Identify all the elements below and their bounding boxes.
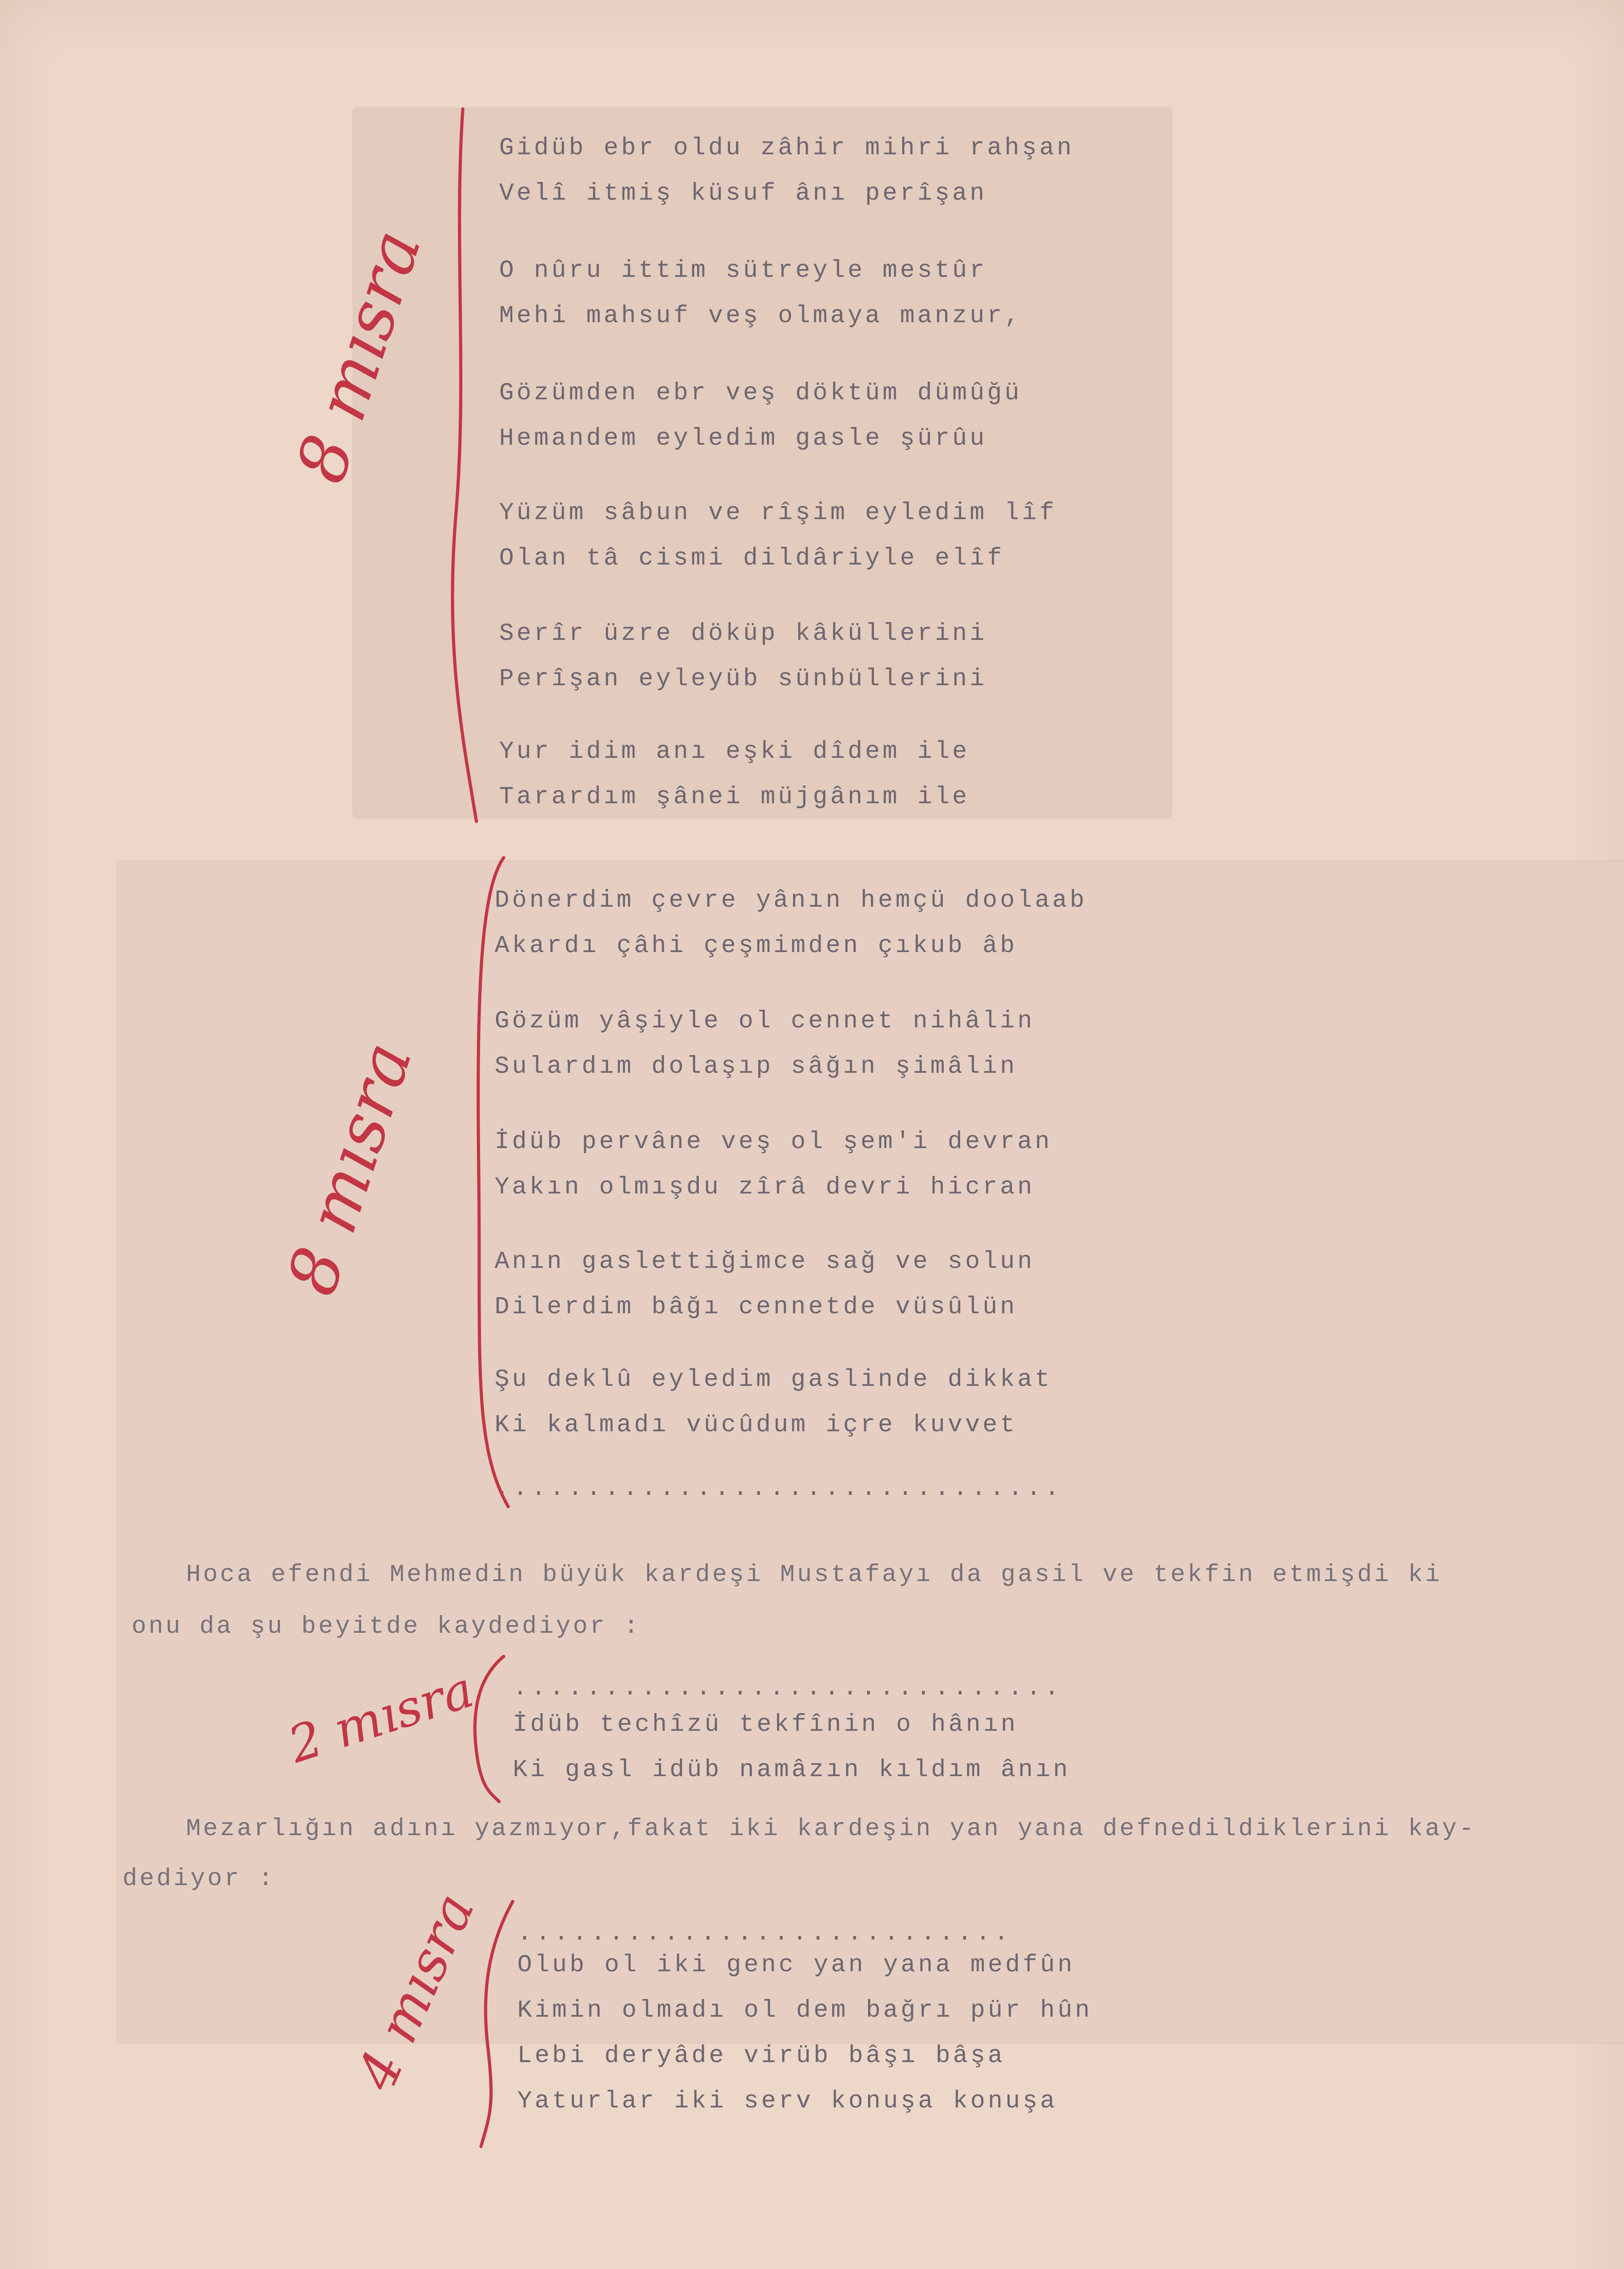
- verse-line: Yur idim anı eşki dîdem ile: [499, 738, 970, 766]
- verse-line: Kimin olmadı ol dem bağrı pür hûn: [517, 1997, 1093, 2024]
- prose-line: dediyor :: [123, 1865, 275, 1893]
- verse-line: İdüb techîzü tekfînin o hânın: [513, 1711, 1018, 1739]
- margin-annotation-4: 4 mısra: [345, 1884, 487, 2100]
- verse-line: Akardı çâhi çeşmimden çıkub âb: [495, 932, 1018, 960]
- verse-line: O nûru ittim sütreyle mestûr: [499, 257, 987, 285]
- ellipsis-line: ...............................: [495, 1475, 1063, 1503]
- red-bracket-3: [463, 1652, 517, 1806]
- red-bracket-1: [436, 104, 490, 830]
- verse-line: Lebi deryâde virüb bâşı bâşa: [517, 2042, 1006, 2070]
- margin-annotation-3: 2 mısra: [281, 1660, 481, 1774]
- verse-line: Gözüm yâşiyle ol cennet nihâlin: [495, 1007, 1035, 1035]
- prose-line: Mezarlığın adını yazmıyor,fakat iki kardeşin yan yana defnedildiklerini kay-: [186, 1815, 1476, 1843]
- verse-line: İdüb pervâne veş ol şem'i devran: [495, 1128, 1052, 1156]
- verse-line: Dilerdim bâğı cennetde vüsûlün: [495, 1293, 1018, 1321]
- verse-line: Gidüb ebr oldu zâhir mihri rahşan: [499, 134, 1074, 162]
- ellipsis-line: ...........................: [517, 1920, 1012, 1947]
- margin-annotation-2: 8 mısra: [272, 1033, 428, 1304]
- verse-line: Gözümden ebr veş döktüm dümûğü: [499, 379, 1022, 407]
- verse-line: Perîşan eyleyüb sünbüllerini: [499, 665, 987, 693]
- verse-line: Anın gaslettiğimce sağ ve solun: [495, 1248, 1035, 1276]
- pasted-strip-middle: [118, 862, 1624, 2042]
- verse-line: Ki gasl idüb namâzın kıldım ânın: [513, 1756, 1070, 1784]
- prose-line: Hoca efendi Mehmedin büyük kardeşi Mustafayı da gasil ve tekfin etmişdi ki: [186, 1561, 1442, 1589]
- verse-line: Yakın olmışdu zîrâ devri hicran: [495, 1174, 1035, 1201]
- verse-line: Hemandem eyledim gasle şürûu: [499, 425, 987, 452]
- verse-line: Olub ol iki genc yan yana medfûn: [517, 1951, 1075, 1979]
- verse-line: Serîr üzre döküp kâküllerini: [499, 620, 987, 648]
- verse-line: Yaturlar iki serv konuşa konuşa: [517, 2087, 1058, 2115]
- verse-line: Şu deklû eyledim gaslinde dikkat: [495, 1366, 1052, 1394]
- prose-line: onu da şu beyitde kaydediyor :: [132, 1613, 641, 1640]
- verse-line: Velî itmiş küsuf ânı perîşan: [499, 180, 987, 207]
- verse-line: Tarardım şânei müjgânım ile: [499, 783, 970, 811]
- verse-line: Ki kalmadı vücûdum içre kuvvet: [495, 1411, 1018, 1439]
- margin-annotation-1: 8 mısra: [281, 221, 437, 492]
- verse-line: Sulardım dolaşıp sâğın şimâlin: [495, 1053, 1018, 1080]
- red-bracket-2: [454, 853, 526, 1516]
- ellipsis-line: ..............................: [513, 1675, 1063, 1702]
- verse-line: Yüzüm sâbun ve rîşim eyledim lîf: [499, 499, 1057, 527]
- verse-line: Mehi mahsuf veş olmaya manzur,: [499, 302, 1022, 330]
- verse-line: Dönerdim çevre yânın hemçü doolaab: [495, 887, 1087, 914]
- verse-line: Olan tâ cismi dildâriyle elîf: [499, 545, 1005, 572]
